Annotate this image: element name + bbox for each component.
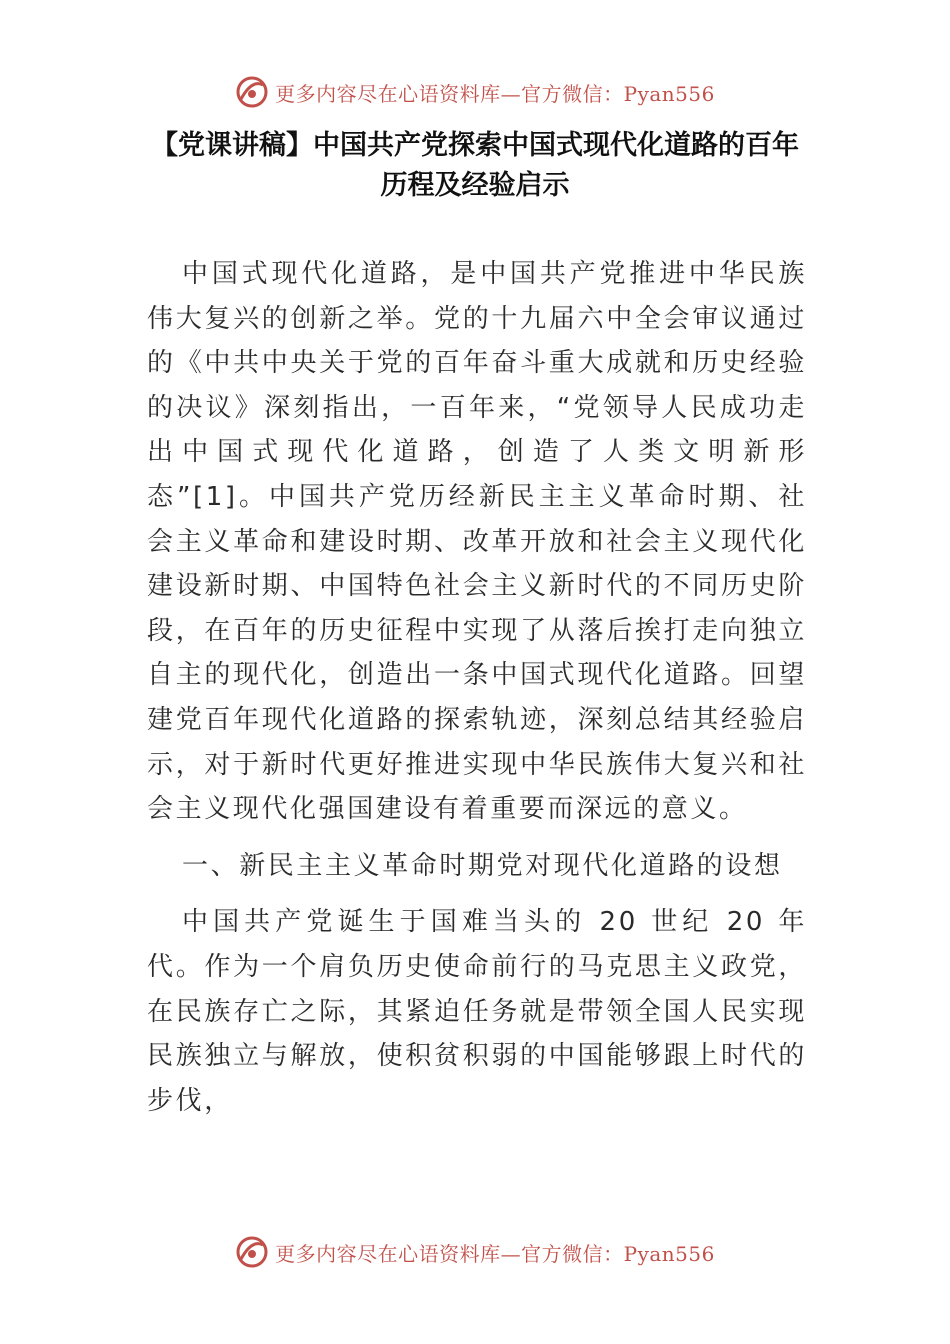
document-body — [147, 252, 807, 1123]
paragraph-section-1: 中国共产党诞生于国难当头的 20 世纪 20 年代。作为一个肩负历史使命前行的马克思主义政党，在民族存亡之际，其紧迫任务就是带领全国人民实现民族独立与解放，使积贫积弱的中国能够跟上时代的步伐， — [147, 907, 807, 1116]
title-line-2: 历程及经验启示 — [380, 170, 570, 201]
section-heading-1: 一、新民主主义革命时期党对现代化道路的设想 — [182, 850, 783, 881]
logo-icon — [235, 75, 269, 109]
banner-text: 更多内容尽在心语资料库—官方微信：Pyan556 — [275, 81, 715, 106]
title-line-1: 【党课讲稿】中国共产党探索中国式现代化道路的百年 — [151, 130, 799, 161]
paragraph-intro: 中国式现代化道路，是中国共产党推进中华民族伟大复兴的创新之举。党的十九届六中全会审议通过的《中共中央关于党的百年奋斗重大成就和历史经验的决议》深刻指出，一百年来，“党领导人民成功走出中国式现代化道路，创造了人类文明新形态”[1]。中国共产党历经新民主主义革命时期、社会主义革命和建设时期、改革开放和社会主义现代化建设新时期、中国特色社会主义新时代的不同历史阶段，在百年的历史征程中实现了从落后挨打走向独立自主的现代化，创造出一条中国式现代化道路。回望建党百年现代化道路的探索轨迹，深刻总结其经验启示，对于新时代更好推进实现中华民族伟大复兴和社会主义现代化强国建设有着重要而深远的意义。 — [147, 259, 807, 825]
logo-icon — [235, 1235, 269, 1269]
footer-banner — [0, 1232, 950, 1272]
document-title — [120, 126, 830, 206]
banner-text: 更多内容尽在心语资料库—官方微信：Pyan556 — [275, 1241, 715, 1266]
header-banner — [0, 72, 950, 112]
